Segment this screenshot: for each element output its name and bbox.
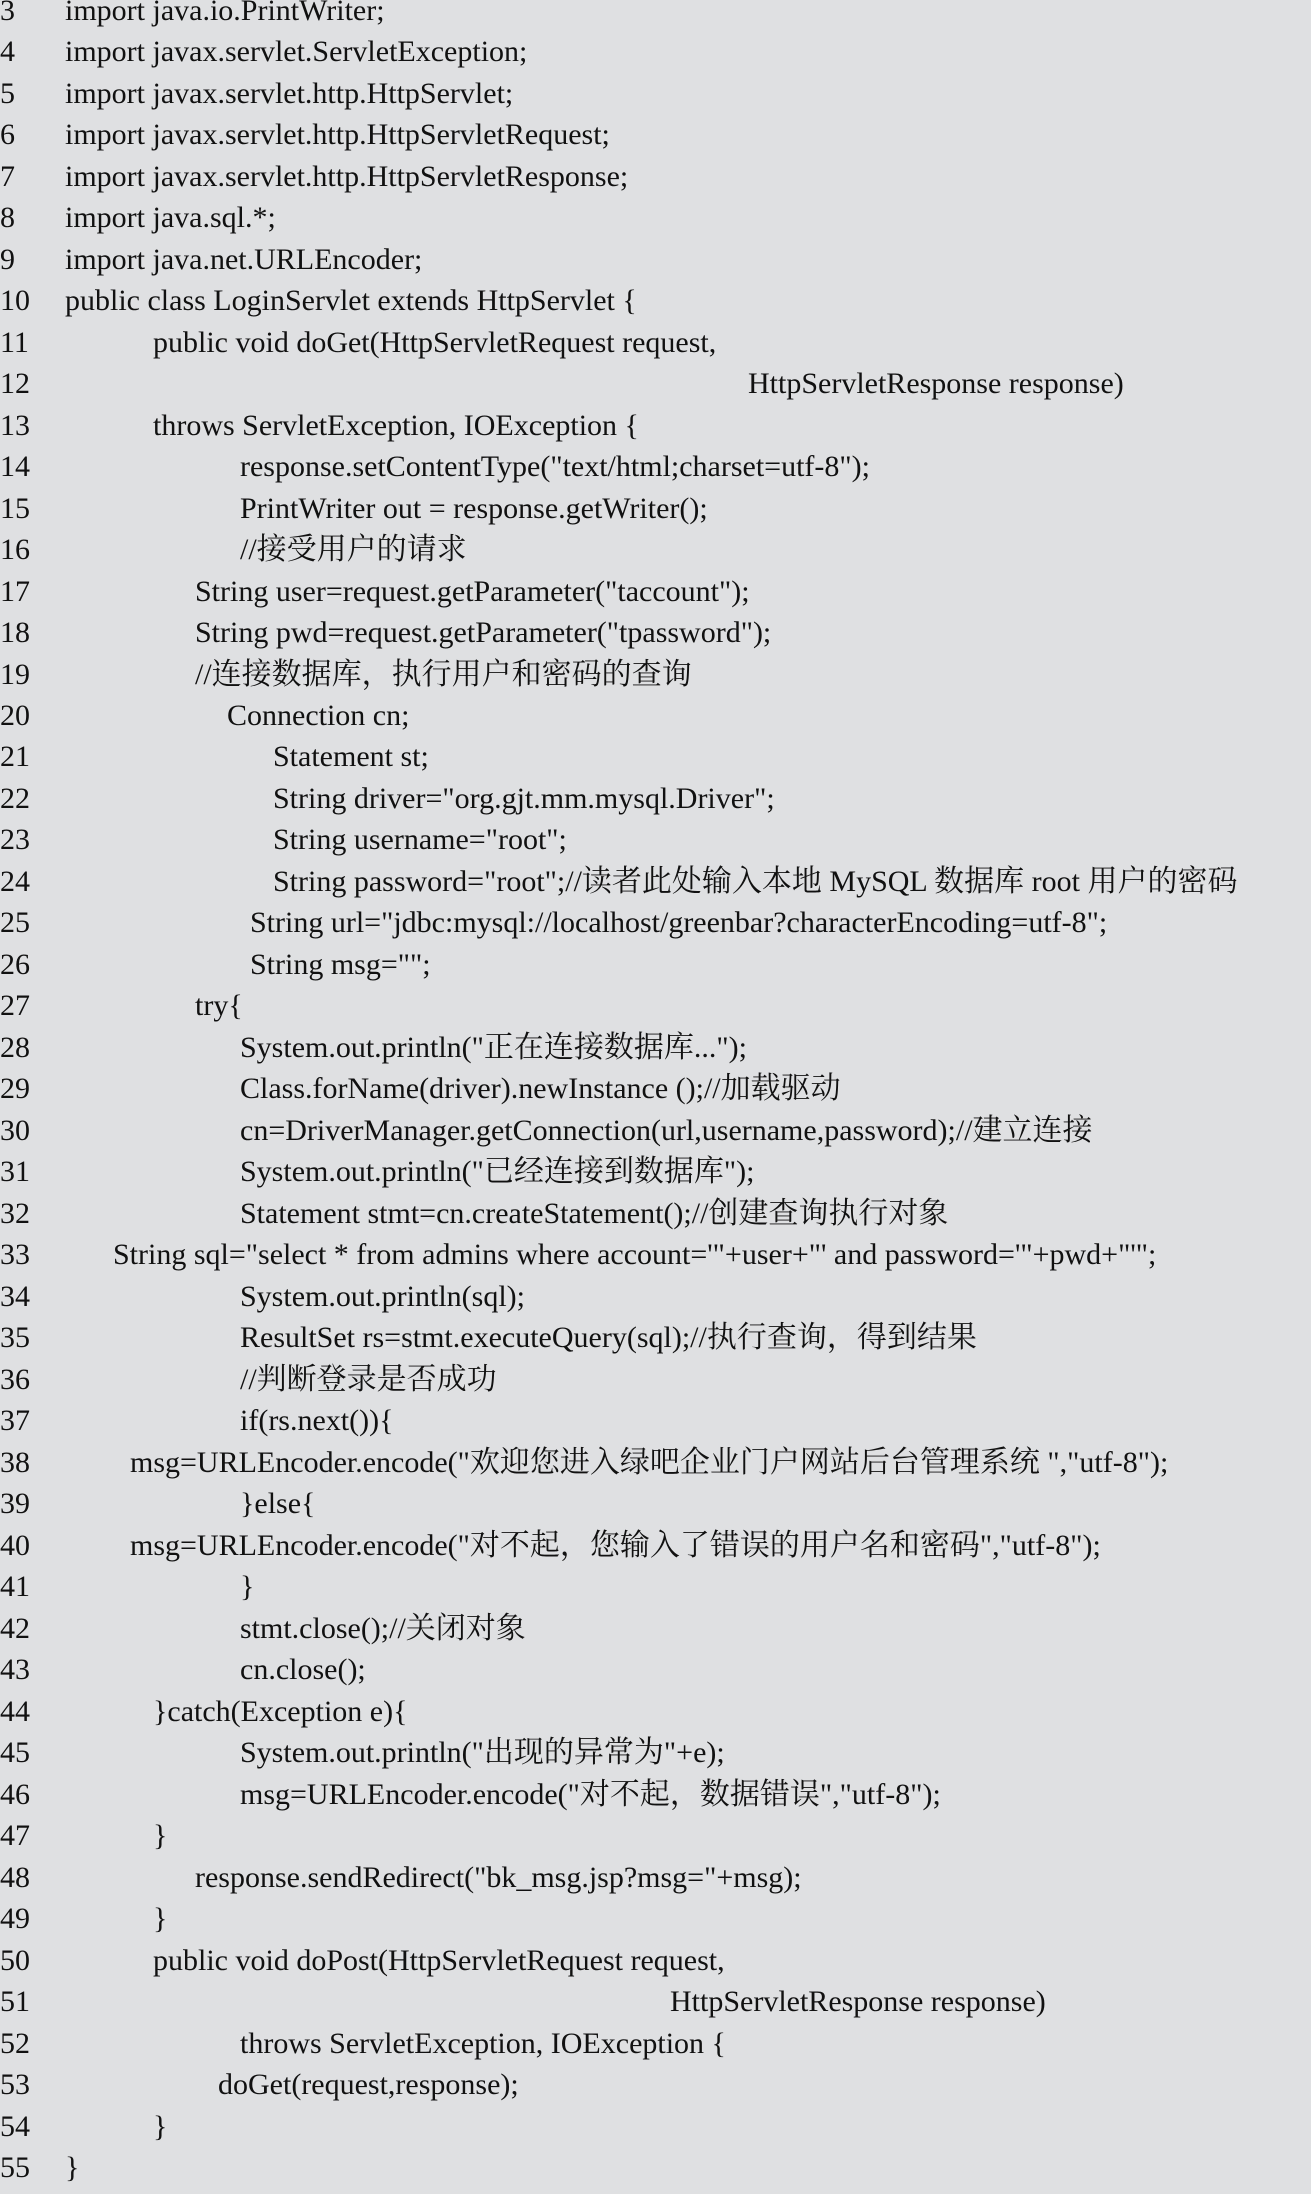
line-code: }catch(Exception e){ <box>153 1695 408 1728</box>
line-code: String user=request.getParameter("taccount"); <box>195 575 750 608</box>
line-number: 22 <box>0 782 30 815</box>
line-number: 11 <box>0 326 29 359</box>
line-code: }else{ <box>240 1487 316 1520</box>
line-code: System.out.println("已经连接到数据库"); <box>240 1155 755 1188</box>
line-number: 33 <box>0 1238 30 1271</box>
code-line <box>0 736 1311 778</box>
line-code: String username="root"; <box>273 823 567 856</box>
line-code: ResultSet rs=stmt.executeQuery(sql);//执行查询，得到结果 <box>240 1321 977 1354</box>
line-number: 12 <box>0 367 30 400</box>
code-line <box>0 1981 1311 2023</box>
line-number: 4 <box>0 35 15 68</box>
line-number: 46 <box>0 1778 30 1811</box>
line-number: 37 <box>0 1404 30 1437</box>
code-line <box>0 1317 1311 1359</box>
code-line <box>0 2064 1311 2106</box>
line-code: response.sendRedirect("bk_msg.jsp?msg="+msg); <box>195 1861 802 1894</box>
line-code: if(rs.next()){ <box>240 1404 394 1437</box>
line-code: //接受用户的请求 <box>240 533 467 566</box>
line-number: 38 <box>0 1446 30 1479</box>
line-code: System.out.println("出现的异常为"+e); <box>240 1736 725 1769</box>
line-code: } <box>240 1570 255 1603</box>
line-number: 34 <box>0 1280 30 1313</box>
code-line <box>0 1774 1311 1816</box>
line-number: 44 <box>0 1695 30 1728</box>
code-line <box>0 114 1311 156</box>
code-line <box>0 1940 1311 1982</box>
line-code: public void doPost(HttpServletRequest request, <box>153 1944 725 1977</box>
code-line <box>0 322 1311 364</box>
code-line <box>0 1732 1311 1774</box>
code-line <box>0 1027 1311 1069</box>
line-code: doGet(request,response); <box>218 2068 519 2101</box>
line-code: msg=URLEncoder.encode("对不起，数据错误","utf-8"); <box>240 1778 941 1811</box>
line-number: 35 <box>0 1321 30 1354</box>
line-number: 29 <box>0 1072 30 1105</box>
line-number: 55 <box>0 2151 30 2184</box>
line-number: 20 <box>0 699 30 732</box>
code-line <box>0 902 1311 944</box>
code-line <box>0 0 1311 32</box>
line-number: 25 <box>0 906 30 939</box>
code-line <box>0 1400 1311 1442</box>
line-number: 6 <box>0 118 15 151</box>
line-code: msg=URLEncoder.encode("对不起，您输入了错误的用户名和密码","utf-8"); <box>130 1529 1101 1562</box>
line-code: import javax.servlet.http.HttpServlet; <box>65 77 514 110</box>
line-number: 19 <box>0 658 30 691</box>
line-number: 41 <box>0 1570 30 1603</box>
line-code: import javax.servlet.ServletException; <box>65 35 528 68</box>
line-number: 48 <box>0 1861 30 1894</box>
line-number: 8 <box>0 201 15 234</box>
code-line <box>0 985 1311 1027</box>
line-number: 17 <box>0 575 30 608</box>
line-number: 15 <box>0 492 30 525</box>
code-line <box>0 156 1311 198</box>
line-code: System.out.println("正在连接数据库..."); <box>240 1031 747 1064</box>
line-code: import java.net.URLEncoder; <box>65 243 423 276</box>
code-line <box>0 1234 1311 1276</box>
line-code: } <box>153 1819 168 1852</box>
line-number: 5 <box>0 77 15 110</box>
line-number: 9 <box>0 243 15 276</box>
line-code: throws ServletException, IOException { <box>240 2027 726 2060</box>
line-number: 21 <box>0 740 30 773</box>
line-number: 51 <box>0 1985 30 2018</box>
line-code: import java.io.PrintWriter; <box>65 0 385 27</box>
line-number: 36 <box>0 1363 30 1396</box>
line-number: 40 <box>0 1529 30 1562</box>
code-line <box>0 1525 1311 1567</box>
line-number: 23 <box>0 823 30 856</box>
line-code: Statement stmt=cn.createStatement();//创建查询执行对象 <box>240 1197 949 1230</box>
line-code: } <box>153 1902 168 1935</box>
code-line <box>0 363 1311 405</box>
code-line <box>0 529 1311 571</box>
line-number: 39 <box>0 1487 30 1520</box>
line-number: 53 <box>0 2068 30 2101</box>
code-line <box>0 778 1311 820</box>
line-number: 24 <box>0 865 30 898</box>
line-code: String sql="select * from admins where account='"+user+"' and password='"+pwd+"'"; <box>113 1238 1157 1271</box>
line-code: //判断登录是否成功 <box>240 1363 497 1396</box>
line-number: 3 <box>0 0 15 27</box>
code-line <box>0 1110 1311 1152</box>
line-code: HttpServletResponse response) <box>748 367 1124 400</box>
line-number: 50 <box>0 1944 30 1977</box>
code-line <box>0 1566 1311 1608</box>
line-code: import java.sql.*; <box>65 201 276 234</box>
code-line <box>0 2147 1311 2189</box>
line-code: String pwd=request.getParameter("tpassword"); <box>195 616 772 649</box>
line-code: } <box>65 2151 80 2184</box>
code-line <box>0 1649 1311 1691</box>
line-code: Statement st; <box>273 740 429 773</box>
code-line <box>0 1898 1311 1940</box>
line-code: response.setContentType("text/html;charset=utf-8"); <box>240 450 870 483</box>
line-number: 28 <box>0 1031 30 1064</box>
line-number: 30 <box>0 1114 30 1147</box>
code-line <box>0 1276 1311 1318</box>
line-code: import javax.servlet.http.HttpServletResponse; <box>65 160 629 193</box>
line-number: 32 <box>0 1197 30 1230</box>
code-line <box>0 571 1311 613</box>
line-code: System.out.println(sql); <box>240 1280 525 1313</box>
line-number: 45 <box>0 1736 30 1769</box>
code-line <box>0 2023 1311 2065</box>
code-line <box>0 1193 1311 1235</box>
code-line <box>0 1815 1311 1857</box>
code-line <box>0 197 1311 239</box>
code-line <box>0 239 1311 281</box>
line-number: 18 <box>0 616 30 649</box>
code-line <box>0 612 1311 654</box>
line-code: } <box>153 2110 168 2143</box>
line-code: String msg=""; <box>250 948 431 981</box>
code-line <box>0 861 1311 903</box>
code-line <box>0 2106 1311 2148</box>
line-code: cn=DriverManager.getConnection(url,username,password);//建立连接 <box>240 1114 1093 1147</box>
line-code: msg=URLEncoder.encode("欢迎您进入绿吧企业门户网站后台管理系统 ","utf-8"); <box>130 1446 1169 1479</box>
line-number: 43 <box>0 1653 30 1686</box>
code-line <box>0 654 1311 696</box>
line-code: throws ServletException, IOException { <box>153 409 639 442</box>
code-line <box>0 1359 1311 1401</box>
code-line <box>0 1068 1311 1110</box>
line-number: 54 <box>0 2110 30 2143</box>
code-line <box>0 1483 1311 1525</box>
code-line <box>0 405 1311 447</box>
code-line <box>0 1857 1311 1899</box>
line-code: Class.forName(driver).newInstance ();//加载驱动 <box>240 1072 841 1105</box>
line-code: public class LoginServlet extends HttpServlet { <box>65 284 637 317</box>
code-line <box>0 280 1311 322</box>
code-line <box>0 695 1311 737</box>
line-number: 10 <box>0 284 30 317</box>
code-line <box>0 1691 1311 1733</box>
line-code: import javax.servlet.http.HttpServletRequest; <box>65 118 610 151</box>
code-line <box>0 819 1311 861</box>
line-code: String password="root";//读者此处输入本地 MySQL 数据库 root 用户的密码 <box>273 865 1238 898</box>
line-code: public void doGet(HttpServletRequest request, <box>153 326 717 359</box>
line-number: 31 <box>0 1155 30 1188</box>
line-number: 14 <box>0 450 30 483</box>
line-code: //连接数据库，执行用户和密码的查询 <box>195 658 692 691</box>
code-line <box>0 73 1311 115</box>
line-code: stmt.close();//关闭对象 <box>240 1612 526 1645</box>
code-line <box>0 944 1311 986</box>
code-line <box>0 488 1311 530</box>
line-number: 42 <box>0 1612 30 1645</box>
line-code: cn.close(); <box>240 1653 366 1686</box>
line-code: try{ <box>195 989 243 1022</box>
line-number: 52 <box>0 2027 30 2060</box>
line-code: String url="jdbc:mysql://localhost/greenbar?characterEncoding=utf-8"; <box>250 906 1108 939</box>
line-number: 26 <box>0 948 30 981</box>
line-code: String driver="org.gjt.mm.mysql.Driver"; <box>273 782 775 815</box>
line-number: 27 <box>0 989 30 1022</box>
code-line <box>0 1442 1311 1484</box>
line-code: Connection cn; <box>227 699 410 732</box>
code-line <box>0 1608 1311 1650</box>
line-number: 47 <box>0 1819 30 1852</box>
line-number: 49 <box>0 1902 30 1935</box>
line-number: 13 <box>0 409 30 442</box>
line-number: 7 <box>0 160 15 193</box>
line-number: 16 <box>0 533 30 566</box>
line-code: HttpServletResponse response) <box>670 1985 1046 2018</box>
code-line <box>0 1151 1311 1193</box>
code-line <box>0 446 1311 488</box>
code-line <box>0 31 1311 73</box>
line-code: PrintWriter out = response.getWriter(); <box>240 492 708 525</box>
